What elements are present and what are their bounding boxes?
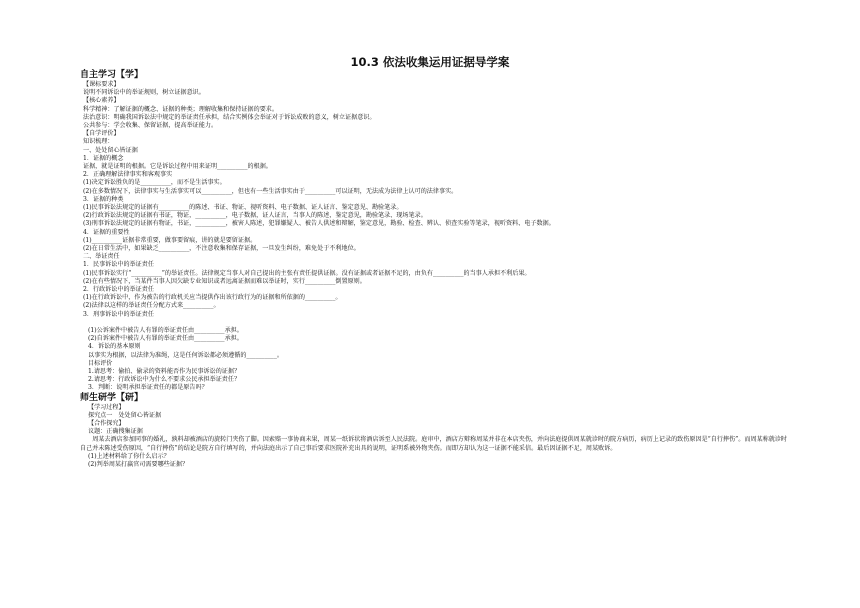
text-line: 1．证据的概念 xyxy=(83,154,124,162)
text-line: (2)法律以这样的举证责任分配方式来__________。 xyxy=(83,302,220,310)
document-body xyxy=(80,70,800,469)
text-line: (2)行政诉讼法规定的证据有书证，物证，__________，电子数据，证人证言，当事人的陈述，鉴定意见，勘验笔录、现场笔录。 xyxy=(83,212,427,220)
text-line: 2．行政诉讼中的举证责任 xyxy=(83,286,154,294)
text-line: 【合作探究】 xyxy=(88,419,125,427)
section-heading-research: 师生研学【研】 xyxy=(80,392,144,403)
questions-block xyxy=(80,453,800,469)
document-title: 10.3 依法收集运用证据导学案 xyxy=(350,55,510,69)
text-line: 【课标要求】 xyxy=(83,81,120,88)
text-line: 知识梳理： xyxy=(83,138,114,146)
text-line: 2.请思考：行政诉讼中为什么不要求公民承担举证责任？ xyxy=(88,376,241,384)
text-line: 3．判断：说明承担举证责任的都是原告吗？ xyxy=(88,384,208,392)
text-line: 1.请思考：偷拍、偷录的资料能否作为民事诉讼的证据？ xyxy=(88,367,241,375)
text-line: (2)自诉案件中被告人有罪的举证责任由__________承担。 xyxy=(88,335,243,343)
self-study-block xyxy=(80,81,800,319)
text-line: 公共参与：学会收集、保留证据，提高举证能力。 xyxy=(83,122,218,130)
research-block xyxy=(80,404,800,437)
text-line: 法治意识：明确我国诉讼法中规定的举证责任承担，结合实例体会举证对于诉讼成败的意义，树立证据意识。 xyxy=(83,113,376,121)
text-line: 二、举证责任 xyxy=(83,253,120,261)
case-paragraph: 周某去酒店参加同事的婚礼，孰料却被酒店的旋转门夹伤了脚。因索赔一事协商未果，周某一纸诉状将酒店诉至人民法院。庭审中，酒店方辩称周某并非在本店夹伤，并向法庭提供周某就诊时的院方病历，病历上记录的致伤原因是“自行摔伤”。而周某称就诊时自己并未陈述受伤原因，“自行摔伤”的结论是院方自行填写的，并向法庭出示了自己事后要求医院补充出具的说明，证明系被外物夹伤。而即方却认为这一证据不能采信。最后因证据不足，周某败诉。 xyxy=(80,436,788,452)
text-line: 目标评价 xyxy=(88,359,113,367)
text-line: 2．正确理解法律事实和客观事实 xyxy=(83,171,173,179)
text-line: (2)在日常生活中，如果缺乏__________，不注意收集和保存证据，一旦发生纠纷，难免处于不利地位。 xyxy=(83,245,360,253)
evaluation-block xyxy=(80,327,800,393)
text-line: 证据，就是证明的根据。它是诉讼过程中用来证明__________的根据。 xyxy=(83,163,272,171)
text-line: (1)民事诉讼实行“__________”的举证责任。法律规定当事人对自己提出的主张有责任提供证据。没有证据或者证据不足的，由负有__________的当事人承担不利后果。 xyxy=(83,269,531,277)
text-line: (2)在有些情况下，当某件当事人因欠缺专业知识或者远离证据而难以举证时，实行__________倒置原则。 xyxy=(83,277,366,285)
text-line: 【自学评价】 xyxy=(83,130,120,138)
text-line: (1)上述材料给了你什么启示？ xyxy=(88,452,170,460)
text-line: (1)民事诉讼法规定的证据有__________的陈述、书证、物证、视听资料、电子数据、证人证言、鉴定意见、勘验笔录。 xyxy=(83,204,403,212)
text-line: 以事实为根据，以法律为准绳，这是任何诉讼都必须遵循的__________。 xyxy=(88,351,283,359)
text-line: 【核心素养】 xyxy=(83,97,120,105)
text-line: (1)__________证据非常重要，做事要留痕，讲的就是要留证据。 xyxy=(83,236,257,244)
text-line: 【学习过程】 xyxy=(88,403,125,411)
text-line: 4．证据的重要性 xyxy=(83,228,130,236)
section-heading-self-study: 自主学习【学】 xyxy=(80,70,144,80)
text-line: 1．民事诉讼中的举证责任 xyxy=(83,261,154,269)
text-line: 4．诉讼的基本原则 xyxy=(88,343,141,351)
text-line: (2)判举周某打赢官司需要哪些证据？ xyxy=(88,460,189,468)
text-line: 3．刑事诉讼中的举证责任 xyxy=(83,310,154,318)
text-line: (2)在多数情况下，法律事实与生活事实可以__________，但也有一些生活事实由于__________可以证明，无法成为法律上认可的法律事实。 xyxy=(83,187,458,195)
text-line: 说明不同诉讼中的举证规则，树立证据意识。 xyxy=(83,89,205,97)
text-line: (1)在行政诉讼中，作为被告的行政机关应当提供作出该行政行为的证据和所依据的__________。 xyxy=(83,294,342,302)
text-line: 探究点一 处处留心皆证据 xyxy=(88,411,162,419)
text-line: 科学精神：了解证据的概念、证据的种类；理解收集和保持证据的要求。 xyxy=(83,105,278,113)
text-line: 议题：正确搜集证据 xyxy=(88,428,143,436)
text-line: 一、处处留心皆证据 xyxy=(83,146,138,154)
text-line: (1)公诉案件中被告人有罪的举证责任由__________承担。 xyxy=(88,326,243,334)
text-line: 3．证据的种类 xyxy=(83,195,124,203)
text-line: (1)决定诉讼胜负的是__________，而不是生活事实。 xyxy=(83,179,226,187)
text-line: (3)刑事诉讼法规定的证据有物证，书证，__________，被害人陈述，犯罪嫌疑人、被告人供述和辩解，鉴定意见，勘验、检查、辨认、侦查实验等笔录，视听资料、电子数据。 xyxy=(83,220,555,228)
